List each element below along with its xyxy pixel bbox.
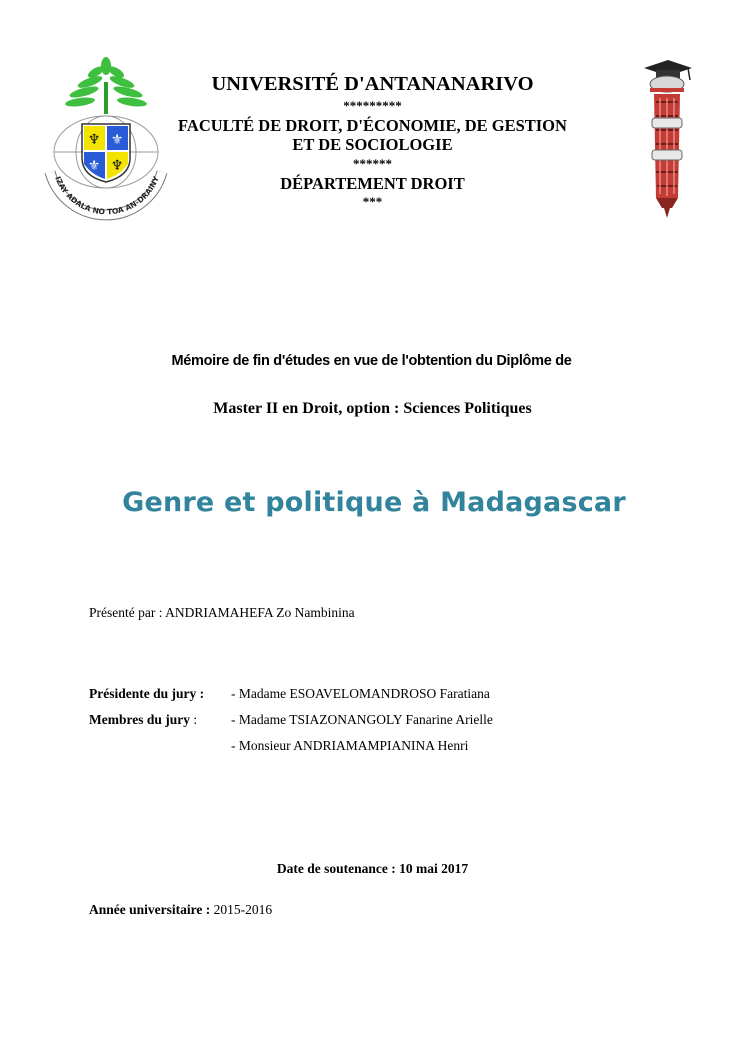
separator-stars-3: *** <box>362 194 383 209</box>
svg-text:⚜: ⚜ <box>87 158 101 174</box>
jury-member-1: - Madame TSIAZONANGOLY Fanarine Arielle <box>231 712 493 727</box>
jury-members-label-group <box>89 712 197 728</box>
svg-text:♆: ♆ <box>110 158 124 174</box>
svg-text:♆: ♆ <box>87 132 101 148</box>
separator-stars-1: ********* <box>343 98 402 113</box>
department-name: DÉPARTEMENT DROIT <box>280 174 465 193</box>
university-name: UNIVERSITÉ D'ANTANANARIVO <box>211 73 534 95</box>
academic-year-label: Année universitaire : <box>89 902 211 917</box>
academic-year <box>89 902 272 918</box>
presented-by: Présenté par : ANDRIAMAHEFA Zo Nambinina <box>89 605 355 620</box>
jury-members-label: Membres du jury <box>89 712 190 727</box>
logo-motto: IZAY ADALA NO TOA AN-DRAINY <box>53 175 161 217</box>
defense-date: Date de soutenance : 10 mai 2017 <box>276 861 469 876</box>
jury-president-name: - Madame ESOAVELOMANDROSO Faratiana <box>231 686 490 701</box>
jury-members-colon: : <box>190 712 198 727</box>
jury-member-2: - Monsieur ANDRIAMAMPIANINA Henri <box>231 738 469 753</box>
separator-stars-2: ****** <box>353 156 392 171</box>
academic-year-value: 2015-2016 <box>210 902 273 917</box>
memoire-subtitle: Mémoire de fin d'études en vue de l'obtention du Diplôme de <box>171 353 572 369</box>
jury-president-label: Présidente du jury : <box>89 686 205 701</box>
document-title: Genre et politique à Madagascar <box>122 487 626 518</box>
faculty-name-line2: ET DE SOCIOLOGIE <box>292 135 453 154</box>
faculty-name-line1: FACULTÉ DE DROIT, D'ÉCONOMIE, DE GESTION <box>178 116 567 135</box>
svg-text:⚜: ⚜ <box>110 132 124 148</box>
master-degree-line: Master II en Droit, option : Sciences Politiques <box>213 400 532 417</box>
